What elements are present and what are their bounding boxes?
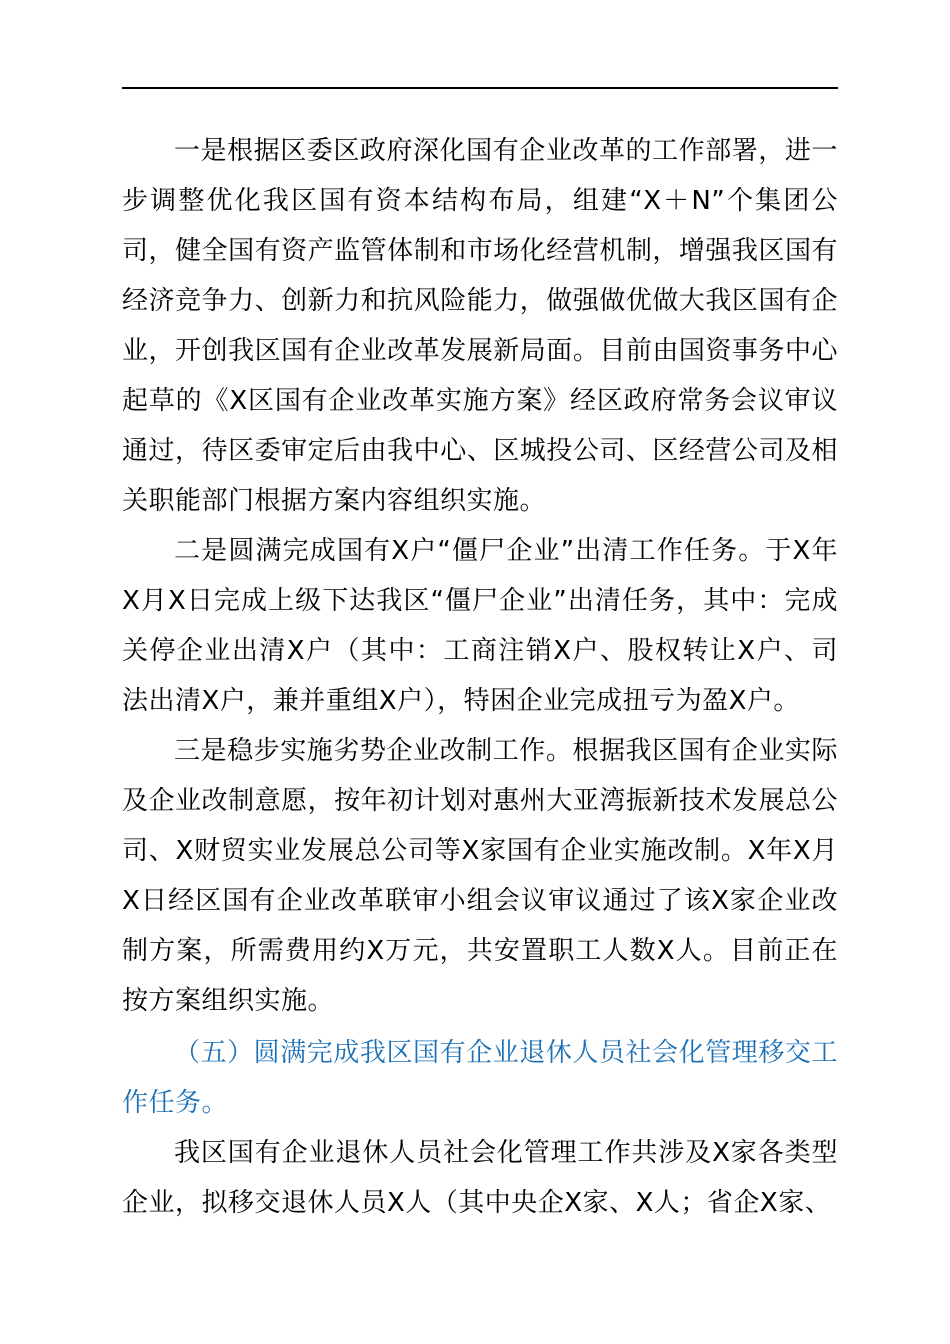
paragraph-zombie-enterprises: 二是圆满完成国有X户“僵尸企业”出清工作任务。于X年X月X日完成上级下达我区“僵尸企业”出清任务，其中：完成关停企业出清X户（其中：工商注销X户、股权转让X户、司法出清X户，兼并重组X户），特困企业完成扭亏为盈X户。 bbox=[122, 536, 838, 716]
paragraph-retiree-management: 我区国有企业退休人员社会化管理工作共涉及X家各类型企业，拟移交退休人员X人（其中央企X家、X人；省企X家、 bbox=[122, 1138, 838, 1218]
section-heading-retiree-transfer: （五）圆满完成我区国有企业退休人员社会化管理移交工作任务。 bbox=[122, 1038, 838, 1118]
body-text bbox=[122, 126, 838, 1228]
paragraph-reform-plan: 一是根据区委区政府深化国有企业改革的工作部署，进一步调整优化我区国有资本结构布局，组建“X＋N”个集团公司，健全国有资产监管体制和市场化经营机制，增强我区国有经济竞争力、创新力和抗风险能力，做强做优做大我区国有企业，开创我区国有企业改革发展新局面。目前由国资事务中心起草的《X区国有企业改革实施方案》经区政府常务会议审议通过，待区委审定后由我中心、区城投公司、区经营公司及相关职能部门根据方案内容组织实施。 bbox=[122, 136, 838, 516]
header-rule bbox=[122, 87, 838, 89]
paragraph-enterprise-restructuring: 三是稳步实施劣势企业改制工作。根据我区国有企业实际及企业改制意愿，按年初计划对惠州大亚湾振新技术发展总公司、X财贸实业发展总公司等X家国有企业实施改制。X年X月X日经区国有企业改革联审小组会议审议通过了该X家企业改制方案，所需费用约X万元，共安置职工人数X人。目前正在按方案组织实施。 bbox=[122, 736, 838, 1016]
